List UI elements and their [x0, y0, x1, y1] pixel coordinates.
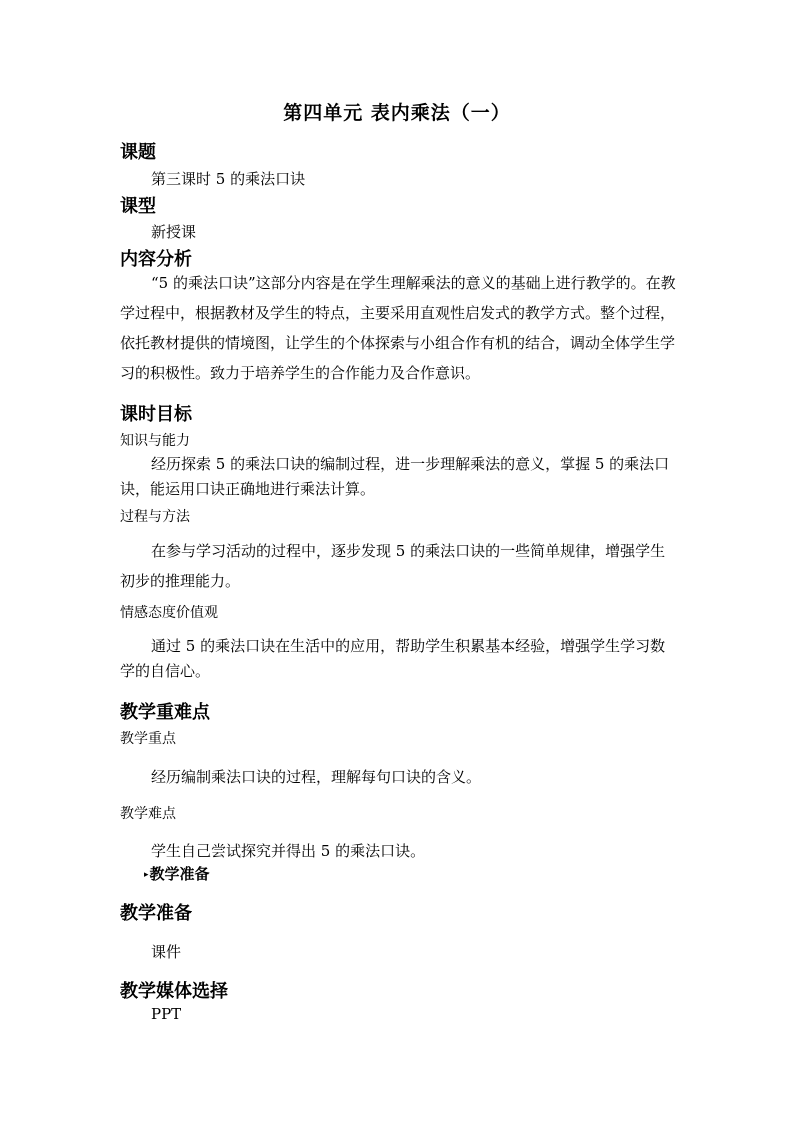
heading-objectives: 课时目标 [120, 404, 192, 425]
subheading-key-point: 教学重点 [120, 731, 176, 747]
heading-preparation: 教学准备 [120, 903, 192, 924]
subheading-knowledge: 知识与能力 [120, 433, 190, 449]
heading-lesson-type: 课型 [120, 196, 156, 217]
heading-media: 教学媒体选择 [120, 981, 228, 1002]
media-text: PPT [151, 1005, 182, 1023]
triangle-bullet-icon: ▸ [144, 870, 149, 880]
heading-key-difficult: 教学重难点 [120, 702, 210, 723]
subheading-difficult-point: 教学难点 [120, 806, 176, 822]
lesson-title-text: 第三课时 5 的乘法口诀 [151, 170, 306, 188]
marker-label: 教学准备 [149, 865, 210, 883]
subheading-process: 过程与方法 [120, 509, 190, 525]
process-paragraph: 在参与学习活动的过程中，逐步发现 5 的乘法口诀的一些简单规律，增强学生初步的推理能力。 [120, 542, 666, 590]
content-analysis-paragraph: “5 的乘法口诀”这部分内容是在学生理解乘法的意义的基础上进行教学的。在教学过程中，根据教材及学生的特点，主要采用直观性启发式的教学方式。整个过程，依托教材提供的情境图，让学生的个体探索与小组合作有机的结合，调动全体学生学习的积极性。致力于培养学生的合作能力及合作意识。 [120, 274, 676, 382]
difficult-point-text: 学生自己尝试探究并得出 5 的乘法口诀。 [151, 842, 426, 860]
preparation-text: 课件 [151, 943, 182, 961]
subheading-emotion: 情感态度价值观 [120, 605, 218, 621]
heading-content-analysis: 内容分析 [120, 249, 192, 270]
page-title: 第四单元 表内乘法（一） [283, 102, 511, 124]
key-point-text: 经历编制乘法口诀的过程，理解每句口诀的含义。 [151, 768, 482, 786]
lesson-type-text: 新授课 [151, 223, 197, 241]
emotion-paragraph: 通过 5 的乘法口诀在生活中的应用，帮助学生积累基本经验，增强学生学习数学的自信心。 [120, 637, 666, 680]
collapsed-heading-marker [144, 863, 210, 884]
heading-lesson-title: 课题 [120, 142, 156, 163]
knowledge-paragraph: 经历探索 5 的乘法口诀的编制过程，进一步理解乘法的意义，掌握 5 的乘法口诀，能运用口诀正确地进行乘法计算。 [120, 455, 670, 498]
